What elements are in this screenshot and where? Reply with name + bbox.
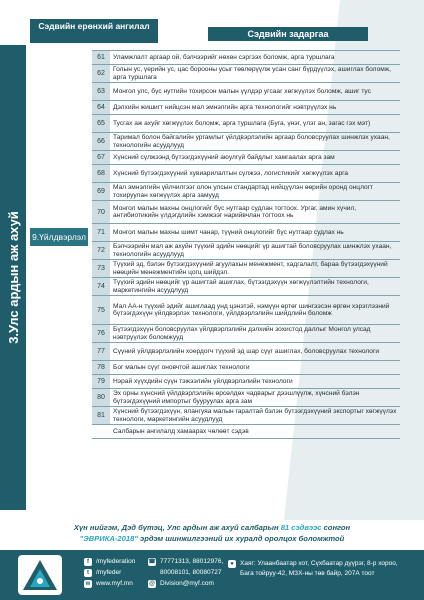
row-number [92,425,110,438]
section-label-container [0,45,26,510]
table-row [92,259,400,277]
table-row [92,150,400,164]
address-block [228,559,408,579]
twitter-link[interactable]: /myfeder [96,569,122,576]
topic-table [92,50,400,439]
row-topic: Түүхий эд, бэлэн бүтээгдэхүүний агуулахын менежмент, хадгалалт, бараа бүтээгдэхүүний нөөцийн менежментийн цогц шийдэл. [113,261,388,276]
row-number: 63 [92,83,110,100]
table-row [92,295,400,324]
table-row [92,424,400,439]
row-topic: Монгол малын махны шимт чанар, түүний онцлогийг бүс нутгаар судлах нь [113,228,344,236]
footer-line2-highlight: "ЭВРИКА-2018" [79,534,138,543]
row-number: 74 [92,278,110,295]
facebook-link[interactable]: /myfederation [96,558,136,565]
row-topic: Бэлчээрийн мал аж ахуйн түүхий эдийн нөөцийг үр ашигтай боловсруулах шинжлэх ухаан, технологийн асуудлууд [113,243,392,258]
web-icon: w [85,580,91,587]
row-topic: Монгол улс, бүс нутгийн тохирсон малын үүлдэр угсааг хөгжүүлэх боломж, ашиг тус [113,87,371,95]
table-row [92,374,400,388]
row-topic: Голын ус, үерийн ус, цас борооны усыг төвлөрүүлж усан санг бүрдүүлэх, ашиглах боломж, арга туршлага [113,66,392,81]
footer-line1-highlight: 81 сэдвээс [280,523,322,532]
row-number: 73 [92,260,110,277]
row-topic: Бог малын сүүг оновчтой ашиглах технологи [113,363,250,371]
row-number: 76 [92,325,110,342]
table-row [92,64,400,82]
general-category-header: Сэдвийн ерөнхий ангилал [30,19,158,43]
phone-spacer [148,569,156,577]
row-topic: Бүтээгдэхүүн боловсруулах үйлдвэрлэлийн дэлхийн зохистод даллыг Монгол улсад нэвтрүүлэх боломжууд [113,326,371,341]
row-number: 66 [92,133,110,150]
website-link[interactable]: www.myf.mn [96,580,133,587]
logo-emblem-icon [20,557,60,593]
row-topic: Эх орны хүнсний үйлдвэрлэлийн өрсөлдөх чадварыг дээшлүүлж, хүнсний бэлэн бүтээгдэхүүний импортыг бууруулах арга зам [113,390,360,405]
facebook-icon: f [84,558,92,566]
section-label: 3.Улс ардын аж ахуй [5,211,21,344]
row-number: 79 [92,375,110,388]
row-topic: Хүнсний бүтээгдэхүүний хувиарилалтын сүлжээ, логистикийг хөгжүүлэх арга [113,169,349,177]
table-row [92,406,400,424]
table-row [92,132,400,150]
table-row [92,82,400,100]
row-topic: Салбарын ангилалд хамаарах чөлөөт сэдэв [113,427,249,435]
row-number: 67 [92,151,110,164]
table-row [92,200,400,223]
row-topic: Сүүний үйлдвэрлэлийн хоердогч түүхий эд шар сүүг ашиглах, боловсруулах технологи [113,347,380,355]
phone-line-1: 77771313, 88012976, [160,558,224,565]
table-row [92,388,400,406]
footer-note [0,522,424,544]
footer-line1-b: сонгон [321,523,351,532]
row-topic: Нэрай хүүхдийн сүүн тэжээлийн үйлдвэрлэлийн технологи [113,377,293,385]
row-number: 68 [92,165,110,182]
row-topic: Хүнсний сүлжээнд бүтээгдэхүүний аюулгүй байдлыг хамгаалах арга зам [113,153,335,161]
row-topic: Хүнсний бүтээгдэхүүн, ялангуяа малын гаралтай бэлэн бүтээгдэхүүний экспортыг хөгжүүлэх технологи, маркетингийн асуудлууд [113,408,397,423]
row-number: 61 [92,51,110,64]
footer-line1-a: Хүн нийгэм, Дэд бүтэц, Улс ардын аж ахуй салбарын [73,523,281,532]
row-topic: Мал эмнэлгийн үйлчилгээг олон улсын стандартад нийцүүлэн өөрийн оронд онцлогт тохируулан хөгжүүлэх арга замууд [113,184,374,199]
row-number: 81 [92,407,110,424]
phone-line-2: 80008101, 80080727 [160,569,222,576]
row-topic: Мал АА-н түүхий эдийг ашиглаад унд цэнэтэй, нэмүүн өртөг шингээсэн өргөн хэрэглээний бүтээгдэхүүн үйлдвэрлэх технологи, үйлдвэрлэлийн шийдлийн боломж [113,302,390,317]
email-icon: @ [149,580,155,587]
category-label: 9.Үйлдвэрлэл [30,228,88,246]
row-topic: Уламжлалт аргаар ой, бэлчээрийг нөхөн сэргээх боломж, арга туршлага [113,53,335,61]
row-number: 65 [92,115,110,132]
social-contacts [84,556,135,589]
row-number: 70 [92,201,110,223]
row-number: 62 [92,65,110,82]
row-topic: Таримал болон байгалийн ургамлыг үйлдвэрлэлийн аргаар боловсруулах шинжлэх ухаан, технологийн асуудлууд [113,134,390,149]
federation-logo [18,555,62,595]
table-row [92,360,400,374]
table-row [92,114,400,132]
table-row [92,182,400,200]
footer-line2-b: эрдэм шинжилгээний их хуралд оролцох боломжтой [137,534,345,543]
location-icon: ● [228,560,236,568]
row-number: 64 [92,101,110,114]
twitter-icon: t [84,569,92,577]
table-row [92,50,400,64]
row-number: 80 [92,389,110,406]
row-topic: Монгол малын махны онцлогийг бүс нутгаар судлан тогтоох. Ургаг, амин хүчил, антибиотикийн үлдэгдлийн хэмжээг нарийвчлан тогтоох нь [113,204,357,219]
address-line-1: Хаяг: Улаанбаатар хот, Сүхбаатар дүүрэг, 8-р хороо, [240,560,398,567]
row-topic: Дэлхийн жишигт нийцсэн мал эмнэлгийн арга технологийг нэвтрүүлэх нь [113,103,337,111]
address-line-2: Бага тойруу-42, МЗХ-ны төв байр, 207А тоот [240,570,375,577]
row-topic: Түүхий эдийн нөөцийг үр ашигтай ашиглах, бүтээгдэхүүн хөгжүүлэлтийн технологи, маркетингийн асуудлууд [113,279,369,294]
phone-contacts [148,556,223,589]
row-number: 77 [92,343,110,360]
table-row [92,342,400,360]
row-number: 75 [92,296,110,324]
row-number: 69 [92,183,110,200]
row-topic: Тусгах аж ахуйг хөгжүүлэх боломж, арга туршлага (Буга, үнэг, үлэг ан, загас гэх мэт) [113,119,371,127]
table-row [92,164,400,182]
topic-breakdown-header: Сэдвийн задаргаа [208,27,368,41]
phone-icon: ☎ [148,558,156,565]
row-number: 71 [92,224,110,241]
address-spacer [228,570,236,578]
row-number: 72 [92,242,110,259]
table-row [92,277,400,295]
email-link[interactable]: Division@myf.com [160,580,214,587]
table-row [92,241,400,259]
table-row [92,100,400,114]
table-row [92,223,400,241]
row-number: 78 [92,361,110,374]
table-row [92,324,400,342]
